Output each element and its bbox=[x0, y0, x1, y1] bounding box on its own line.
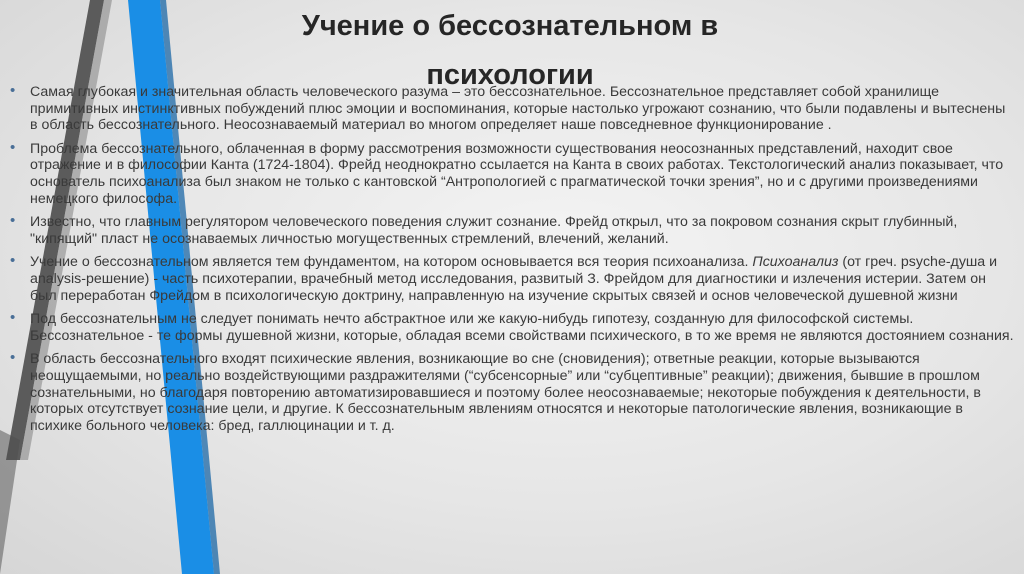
list-item bbox=[10, 84, 1016, 134]
bullet-list bbox=[10, 84, 1016, 441]
paragraph-text: Под бессознательным не следует понимать нечто абстрактное или же какую-нибудь гипотезу, созданную для философской системы. Бессознательное - те формы душевной жизни, которые, обладая всеми свойствами психического, в то же время не являются достоянием сознания. bbox=[30, 311, 1014, 344]
bullet-icon: • bbox=[10, 82, 16, 99]
paragraph-text: Известно, что главным регулятором человеческого поведения служит сознание. Фрейд открыл, что за покровом сознания скрыт глубинный, "кипящий" пласт не осознаваемых личностью могущественных стремлений, влечений, желаний. bbox=[30, 214, 958, 247]
list-item bbox=[10, 254, 1016, 304]
italic-term: Психоанализ bbox=[752, 254, 839, 271]
bullet-icon: • bbox=[10, 309, 16, 327]
list-item bbox=[10, 351, 1016, 434]
list-item bbox=[10, 311, 1016, 344]
paragraph-text: Проблема бессознательного, облаченная в форму рассмотрения возможности существования неосознанных представлений, находит свое отражение и в философии Канта (1724-1804). Фрейд неоднократно ссылается на Канта в своих работах. Текстологический анализ показывает, что основатель психоанализа был знаком не только с кантовской “Антропологией с прагматической точки зрения”, но и с другими произведениями немецкого философа. bbox=[30, 140, 1004, 207]
bullet-icon: • bbox=[10, 138, 16, 156]
bullet-icon: • bbox=[10, 212, 16, 230]
title-line-1: Учение о бессознательном в bbox=[301, 10, 719, 42]
paragraph-text-start: Учение о бессознательном является тем фундаментом, на котором основывается вся теория психоанализа. bbox=[30, 254, 753, 271]
paragraph-text-end: (от греч. psyche-душа и analysis-решение) - часть психотерапии, врачебный метод исследования, развитый З. Фрейдом для диагностики и излечения истерии. Затем он был переработан Фрейдом в психологическую доктрину, направленную на изучение скрытых связей и основ человеческой душевной жизни bbox=[30, 254, 998, 304]
title-line-2: психологии bbox=[426, 59, 594, 91]
list-item bbox=[10, 138, 1016, 207]
paragraph-text bbox=[30, 254, 997, 303]
list-item bbox=[10, 214, 1016, 247]
bullet-icon: • bbox=[10, 252, 16, 270]
paragraph-text: Самая глубокая и значительная область человеческого разума – это бессознательное. Бессознательное представляет собой хранилище примитивных инстинктивных побуждений плюс эмоции и воспоминания, которые настолько угрожают сознанию, что были подавлены и вытеснены в область бессознательного. Неосознаваемый материал во многом определяет наше повседневное функционирование . bbox=[30, 84, 1006, 134]
paragraph-text: В область бессознательного входят психические явления, возникающие во сне (сновидения); ответные реакции, которые вызываются неощущаемыми, но реально воздействующими раздражителями (“субсенсорные” или “субцептивные” реакции); движения, бывшие в прошлом сознательными, но благодаря повторению автоматизировавшиеся и поэтому более неосознаваемые; некоторые побуждения к деятельности, в которых отсутствует сознание цели, и другие. К бессознательным явлениям относятся и некоторые патологические явления, возникающие в психике больного человека: бред, галлюцинации и т. д. bbox=[30, 351, 981, 434]
bullet-icon: • bbox=[10, 349, 16, 367]
